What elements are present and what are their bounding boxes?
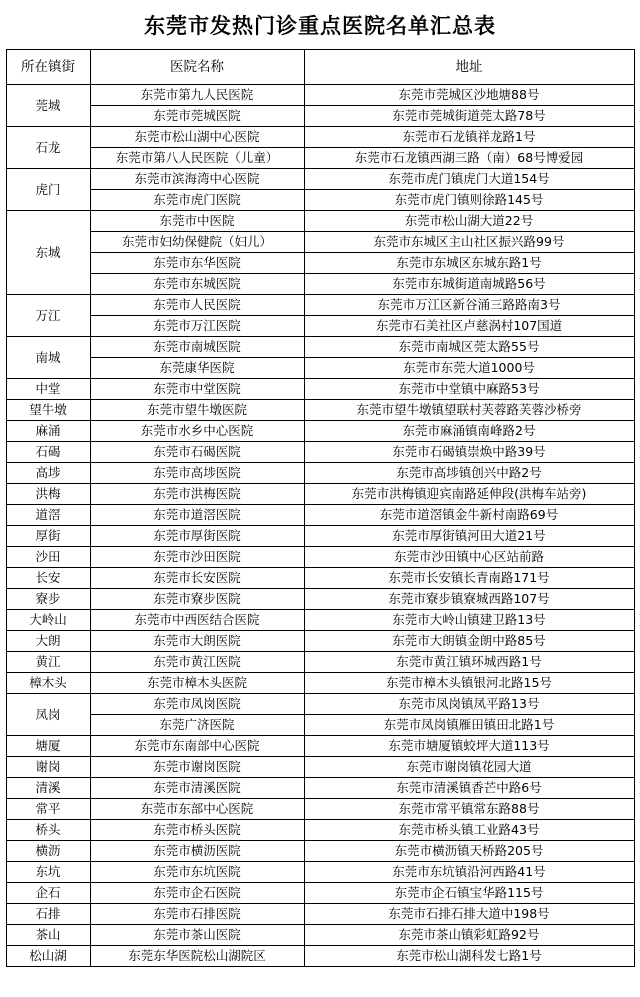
cell-address: 东莞市横沥镇天桥路205号	[304, 841, 634, 862]
cell-town: 东城	[6, 211, 90, 295]
cell-town: 高埗	[6, 463, 90, 484]
cell-address: 东莞市中堂镇中麻路53号	[304, 379, 634, 400]
table-row	[6, 169, 634, 190]
cell-hospital: 东莞市横沥医院	[90, 841, 304, 862]
cell-town: 谢岗	[6, 757, 90, 778]
cell-town: 桥头	[6, 820, 90, 841]
cell-town: 石排	[6, 904, 90, 925]
table-row	[6, 505, 634, 526]
table-row	[6, 484, 634, 505]
cell-address: 东莞市樟木头镇银河北路15号	[304, 673, 634, 694]
cell-town: 道滘	[6, 505, 90, 526]
cell-town: 寮步	[6, 589, 90, 610]
cell-hospital: 东莞市万江医院	[90, 316, 304, 337]
cell-address: 东莞市望牛墩镇望联村芙蓉路芙蓉沙桥旁	[304, 400, 634, 421]
table-row	[6, 820, 634, 841]
table-row	[6, 946, 634, 967]
cell-hospital: 东莞康华医院	[90, 358, 304, 379]
cell-address: 东莞市莞城区沙地塘88号	[304, 85, 634, 106]
cell-address: 东莞市塘厦镇蛟坪大道113号	[304, 736, 634, 757]
cell-hospital: 东莞市道滘医院	[90, 505, 304, 526]
table-row	[6, 652, 634, 673]
cell-hospital: 东莞市凤岗医院	[90, 694, 304, 715]
column-header-town: 所在镇街	[6, 50, 90, 85]
table-row	[6, 673, 634, 694]
cell-hospital: 东莞市中堂医院	[90, 379, 304, 400]
cell-address: 东莞市东坑镇沿河西路41号	[304, 862, 634, 883]
table-row	[6, 547, 634, 568]
cell-address: 东莞市桥头镇工业路43号	[304, 820, 634, 841]
cell-address: 东莞市黄江镇环城西路1号	[304, 652, 634, 673]
cell-address: 东莞市石龙镇西湖三路（南）68号博爱园	[304, 148, 634, 169]
cell-town: 企石	[6, 883, 90, 904]
cell-address: 东莞市东城区主山社区振兴路99号	[304, 232, 634, 253]
cell-address: 东莞市虎门镇虎门大道154号	[304, 169, 634, 190]
cell-town: 黄江	[6, 652, 90, 673]
cell-address: 东莞市厚街镇河田大道21号	[304, 526, 634, 547]
cell-hospital: 东莞市厚街医院	[90, 526, 304, 547]
table-row	[6, 85, 634, 106]
table-body	[6, 85, 634, 967]
table-row	[6, 463, 634, 484]
table-row	[6, 883, 634, 904]
cell-address: 东莞市道滘镇金牛新村南路69号	[304, 505, 634, 526]
table-row	[6, 904, 634, 925]
cell-town: 万江	[6, 295, 90, 337]
table-row	[6, 694, 634, 715]
cell-address: 东莞市石碣镇崇焕中路39号	[304, 442, 634, 463]
cell-hospital: 东莞市东坑医院	[90, 862, 304, 883]
table-row	[6, 295, 634, 316]
table-row	[6, 862, 634, 883]
cell-town: 望牛墩	[6, 400, 90, 421]
cell-hospital: 东莞市黄江医院	[90, 652, 304, 673]
table-row	[6, 358, 634, 379]
cell-hospital: 东莞东华医院松山湖院区	[90, 946, 304, 967]
table-row	[6, 526, 634, 547]
cell-town: 沙田	[6, 547, 90, 568]
table-row	[6, 736, 634, 757]
table-row	[6, 316, 634, 337]
table-row	[6, 106, 634, 127]
cell-town: 麻涌	[6, 421, 90, 442]
cell-town: 常平	[6, 799, 90, 820]
cell-hospital: 东莞市松山湖中心医院	[90, 127, 304, 148]
table-row	[6, 127, 634, 148]
cell-address: 东莞市凤岗镇凤平路13号	[304, 694, 634, 715]
table-row	[6, 610, 634, 631]
table-row	[6, 631, 634, 652]
cell-hospital: 东莞市中西医结合医院	[90, 610, 304, 631]
table-row	[6, 589, 634, 610]
cell-hospital: 东莞市长安医院	[90, 568, 304, 589]
cell-hospital: 东莞市企石医院	[90, 883, 304, 904]
cell-hospital: 东莞市妇幼保健院（妇儿）	[90, 232, 304, 253]
cell-address: 东莞市石排石排大道中198号	[304, 904, 634, 925]
cell-address: 东莞市企石镇宝华路115号	[304, 883, 634, 904]
cell-hospital: 东莞市人民医院	[90, 295, 304, 316]
table-row	[6, 190, 634, 211]
cell-hospital: 东莞市东华医院	[90, 253, 304, 274]
cell-address: 东莞市万江区新谷涌三路路南3号	[304, 295, 634, 316]
cell-address: 东莞市东城街道南城路56号	[304, 274, 634, 295]
cell-address: 东莞市虎门镇则徐路145号	[304, 190, 634, 211]
cell-hospital: 东莞市清溪医院	[90, 778, 304, 799]
cell-town: 凤岗	[6, 694, 90, 736]
cell-address: 东莞市东莞大道1000号	[304, 358, 634, 379]
cell-hospital: 东莞市石碣医院	[90, 442, 304, 463]
cell-hospital: 东莞市莞城医院	[90, 106, 304, 127]
cell-address: 东莞市茶山镇彩虹路92号	[304, 925, 634, 946]
cell-hospital: 东莞市洪梅医院	[90, 484, 304, 505]
cell-hospital: 东莞市桥头医院	[90, 820, 304, 841]
cell-address: 东莞市东城区东城东路1号	[304, 253, 634, 274]
cell-address: 东莞市大朗镇金朗中路85号	[304, 631, 634, 652]
cell-hospital: 东莞市茶山医院	[90, 925, 304, 946]
column-header-hospital: 医院名称	[90, 50, 304, 85]
page-title: 东莞市发热门诊重点医院名单汇总表	[144, 14, 496, 38]
cell-address: 东莞市石龙镇祥龙路1号	[304, 127, 634, 148]
table-row	[6, 841, 634, 862]
cell-hospital: 东莞市第九人民医院	[90, 85, 304, 106]
cell-town: 长安	[6, 568, 90, 589]
cell-hospital: 东莞市望牛墩医院	[90, 400, 304, 421]
table-row	[6, 442, 634, 463]
table-row	[6, 778, 634, 799]
table-row	[6, 337, 634, 358]
cell-hospital: 东莞市樟木头医院	[90, 673, 304, 694]
cell-address: 东莞市石美社区卢慈涡村107国道	[304, 316, 634, 337]
cell-address: 东莞市麻涌镇南峰路2号	[304, 421, 634, 442]
cell-hospital: 东莞市石排医院	[90, 904, 304, 925]
cell-hospital: 东莞广济医院	[90, 715, 304, 736]
cell-town: 中堂	[6, 379, 90, 400]
cell-address: 东莞市莞城街道莞太路78号	[304, 106, 634, 127]
cell-address: 东莞市松山湖大道22号	[304, 211, 634, 232]
table-row	[6, 253, 634, 274]
table-row	[6, 232, 634, 253]
cell-hospital: 东莞市滨海湾中心医院	[90, 169, 304, 190]
cell-hospital: 东莞市高埗医院	[90, 463, 304, 484]
cell-hospital: 东莞市第八人民医院（儿童）	[90, 148, 304, 169]
cell-town: 清溪	[6, 778, 90, 799]
cell-hospital: 东莞市水乡中心医院	[90, 421, 304, 442]
cell-address: 东莞市南城区莞太路55号	[304, 337, 634, 358]
cell-hospital: 东莞市寮步医院	[90, 589, 304, 610]
cell-hospital: 东莞市沙田医院	[90, 547, 304, 568]
cell-hospital: 东莞市虎门医院	[90, 190, 304, 211]
table-row	[6, 925, 634, 946]
cell-town: 莞城	[6, 85, 90, 127]
cell-address: 东莞市清溪镇香芒中路6号	[304, 778, 634, 799]
cell-hospital: 东莞市大朗医院	[90, 631, 304, 652]
cell-hospital: 东莞市南城医院	[90, 337, 304, 358]
cell-hospital: 东莞市谢岗医院	[90, 757, 304, 778]
cell-town: 樟木头	[6, 673, 90, 694]
cell-address: 东莞市高埗镇创兴中路2号	[304, 463, 634, 484]
cell-town: 东坑	[6, 862, 90, 883]
header-row	[6, 50, 634, 85]
cell-hospital: 东莞市东南部中心医院	[90, 736, 304, 757]
cell-town: 横沥	[6, 841, 90, 862]
cell-address: 东莞市松山湖科发七路1号	[304, 946, 634, 967]
table-row	[6, 379, 634, 400]
cell-hospital: 东莞市中医院	[90, 211, 304, 232]
table-row	[6, 568, 634, 589]
cell-town: 大朗	[6, 631, 90, 652]
cell-town: 洪梅	[6, 484, 90, 505]
cell-town: 石碣	[6, 442, 90, 463]
table-row	[6, 400, 634, 421]
hospital-table	[6, 49, 635, 967]
table-row	[6, 757, 634, 778]
table-row	[6, 211, 634, 232]
table-header	[6, 50, 634, 85]
cell-town: 虎门	[6, 169, 90, 211]
cell-address: 东莞市凤岗镇雁田镇田北路1号	[304, 715, 634, 736]
cell-town: 石龙	[6, 127, 90, 169]
table-row	[6, 715, 634, 736]
cell-address: 东莞市常平镇常东路88号	[304, 799, 634, 820]
cell-address: 东莞市寮步镇寮城西路107号	[304, 589, 634, 610]
cell-address: 东莞市沙田镇中心区站前路	[304, 547, 634, 568]
cell-town: 厚街	[6, 526, 90, 547]
cell-address: 东莞市洪梅镇迎宾南路延伸段(洪梅车站旁)	[304, 484, 634, 505]
cell-town: 松山湖	[6, 946, 90, 967]
cell-town: 南城	[6, 337, 90, 379]
cell-address: 东莞市长安镇长青南路171号	[304, 568, 634, 589]
cell-hospital: 东莞市东部中心医院	[90, 799, 304, 820]
cell-hospital: 东莞市东城医院	[90, 274, 304, 295]
cell-town: 大岭山	[6, 610, 90, 631]
cell-town: 塘厦	[6, 736, 90, 757]
column-header-address: 地址	[304, 50, 634, 85]
table-row	[6, 148, 634, 169]
cell-address: 东莞市谢岗镇花园大道	[304, 757, 634, 778]
table-row	[6, 799, 634, 820]
cell-town: 茶山	[6, 925, 90, 946]
table-row	[6, 274, 634, 295]
cell-address: 东莞市大岭山镇建卫路13号	[304, 610, 634, 631]
table-row	[6, 421, 634, 442]
